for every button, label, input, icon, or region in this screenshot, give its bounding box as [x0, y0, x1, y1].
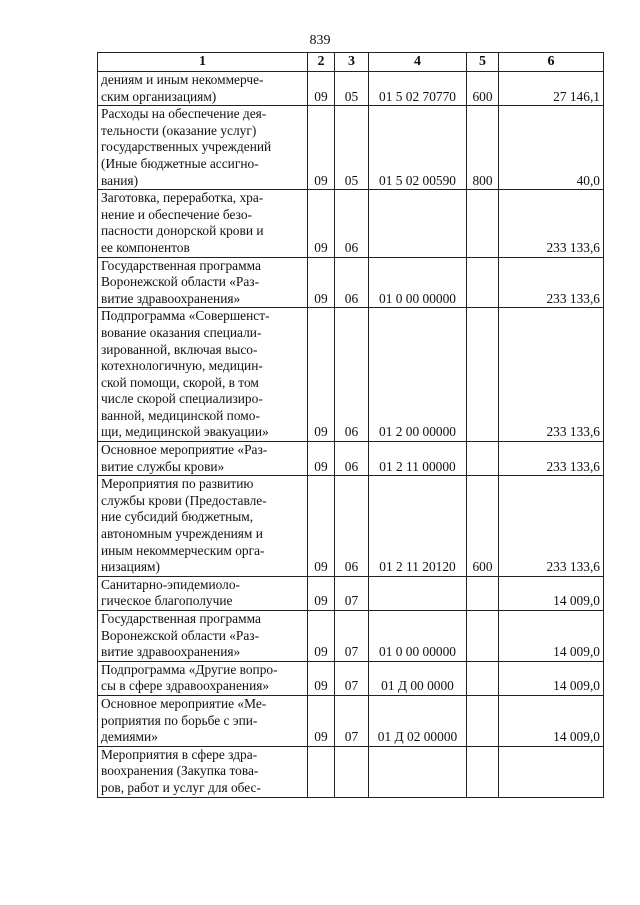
row-name-line: Заготовка, переработка, хра- — [101, 190, 264, 206]
table-row — [98, 257, 604, 308]
expense-type-code-cell: 600 — [467, 72, 499, 106]
section-code-cell — [308, 746, 335, 797]
section-code-cell: 09 — [308, 695, 335, 746]
row-name-line: пасности донорской крови и — [101, 223, 264, 239]
target-item-code-cell: 01 5 02 70770 — [369, 72, 467, 106]
header-col-4: 4 — [369, 53, 467, 72]
subsection-code-cell: 07 — [335, 695, 369, 746]
expense-type-code-cell — [467, 190, 499, 257]
expense-type-code-cell — [467, 661, 499, 695]
row-name-cell — [98, 576, 308, 610]
subsection-code-cell: 07 — [335, 661, 369, 695]
row-name-line: тельности (оказание услуг) — [101, 122, 257, 138]
table-row — [98, 308, 604, 442]
row-name-cell — [98, 190, 308, 257]
row-name-line: ние субсидий бюджетным, — [101, 509, 254, 525]
row-name-line: Воронежской области «Раз- — [101, 274, 260, 290]
expense-type-code-cell — [467, 576, 499, 610]
section-code-cell: 09 — [308, 308, 335, 442]
amount-cell: 233 133,6 — [499, 190, 604, 257]
row-name-line: нение и обеспечение безо- — [101, 206, 252, 222]
section-code-cell: 09 — [308, 106, 335, 190]
expense-type-code-cell: 600 — [467, 476, 499, 577]
row-name-line: зированной, включая высо- — [101, 341, 258, 357]
row-name-line: Основное мероприятие «Ме- — [101, 695, 267, 711]
header-col-6: 6 — [499, 53, 604, 72]
row-name-line: Воронежской области «Раз- — [101, 627, 260, 643]
amount-cell: 233 133,6 — [499, 257, 604, 308]
target-item-code-cell — [369, 746, 467, 797]
target-item-code-cell: 01 Д 00 0000 — [369, 661, 467, 695]
row-name-line: воохранения (Закупка това- — [101, 763, 259, 779]
row-name-line: роприятия по борьбе с эпи- — [101, 712, 258, 728]
subsection-code-cell — [335, 746, 369, 797]
amount-cell: 27 146,1 — [499, 72, 604, 106]
row-name-line: витие службы крови» — [101, 458, 225, 474]
header-col-2: 2 — [308, 53, 335, 72]
target-item-code-cell: 01 5 02 00590 — [369, 106, 467, 190]
expense-type-code-cell — [467, 257, 499, 308]
row-name-cell — [98, 746, 308, 797]
subsection-code-cell: 06 — [335, 308, 369, 442]
row-name-line: дениям и иным некоммерче- — [101, 72, 264, 87]
row-name-line: котехнологичную, медицин- — [101, 358, 263, 374]
row-name-line: вания) — [101, 172, 139, 188]
table-row — [98, 106, 604, 190]
section-code-cell: 09 — [308, 72, 335, 106]
row-name-line: Государственная программа — [101, 611, 261, 626]
row-name-line: (Иные бюджетные ассигно- — [101, 155, 259, 171]
row-name-cell — [98, 257, 308, 308]
section-code-cell: 09 — [308, 576, 335, 610]
section-code-cell: 09 — [308, 611, 335, 662]
header-col-5: 5 — [467, 53, 499, 72]
target-item-code-cell — [369, 576, 467, 610]
row-name-line: Подпрограмма «Совершенст- — [101, 308, 270, 324]
row-name-cell — [98, 695, 308, 746]
row-name-line: ским организациям) — [101, 88, 217, 104]
expense-type-code-cell — [467, 442, 499, 476]
table-row — [98, 72, 604, 106]
row-name-line: Государственная программа — [101, 257, 261, 273]
row-name-line: Расходы на обеспечение дея- — [101, 106, 267, 122]
row-name-cell — [98, 72, 308, 106]
row-name-line: автономным учреждениям и — [101, 526, 263, 542]
amount-cell: 14 009,0 — [499, 611, 604, 662]
page-number: 839 — [309, 33, 331, 48]
amount-cell — [499, 746, 604, 797]
table-row — [98, 746, 604, 797]
subsection-code-cell: 06 — [335, 257, 369, 308]
row-name-line: витие здравоохранения» — [101, 290, 241, 306]
table-row — [98, 442, 604, 476]
expense-type-code-cell — [467, 308, 499, 442]
table-header-row — [98, 53, 604, 72]
amount-cell: 14 009,0 — [499, 661, 604, 695]
table-row — [98, 476, 604, 577]
section-code-cell: 09 — [308, 661, 335, 695]
amount-cell: 233 133,6 — [499, 308, 604, 442]
target-item-code-cell: 01 2 11 00000 — [369, 442, 467, 476]
header-col-1: 1 — [98, 53, 308, 72]
amount-cell: 14 009,0 — [499, 695, 604, 746]
row-name-line: числе скорой специализиро- — [101, 391, 263, 407]
amount-cell: 233 133,6 — [499, 476, 604, 577]
row-name-line: службы крови (Предоставле- — [101, 492, 267, 508]
row-name-line: иным некоммерческим орга- — [101, 542, 265, 558]
row-name-line: щи, медицинской эвакуации» — [101, 424, 269, 440]
table-row — [98, 576, 604, 610]
row-name-line: ров, работ и услуг для обес- — [101, 779, 261, 795]
target-item-code-cell: 01 0 00 00000 — [369, 257, 467, 308]
row-name-line: Подпрограмма «Другие вопро- — [101, 661, 278, 677]
target-item-code-cell: 01 2 00 00000 — [369, 308, 467, 442]
amount-cell: 40,0 — [499, 106, 604, 190]
row-name-cell — [98, 611, 308, 662]
subsection-code-cell: 07 — [335, 576, 369, 610]
target-item-code-cell: 01 2 11 20120 — [369, 476, 467, 577]
row-name-cell — [98, 308, 308, 442]
row-name-line: Мероприятия в сфере здра- — [101, 746, 258, 762]
section-code-cell: 09 — [308, 257, 335, 308]
budget-table — [97, 52, 604, 798]
row-name-line: Мероприятия по развитию — [101, 476, 254, 492]
amount-cell: 233 133,6 — [499, 442, 604, 476]
expense-type-code-cell — [467, 695, 499, 746]
target-item-code-cell: 01 0 00 00000 — [369, 611, 467, 662]
expense-type-code-cell — [467, 746, 499, 797]
section-code-cell: 09 — [308, 442, 335, 476]
row-name-cell — [98, 442, 308, 476]
section-code-cell: 09 — [308, 476, 335, 577]
row-name-line: витие здравоохранения» — [101, 644, 241, 660]
row-name-line: демиями» — [101, 729, 158, 745]
row-name-cell — [98, 476, 308, 577]
table-row — [98, 661, 604, 695]
row-name-line: ской помощи, скорой, в том — [101, 374, 259, 390]
subsection-code-cell: 05 — [335, 72, 369, 106]
subsection-code-cell: 06 — [335, 476, 369, 577]
row-name-line: государственных учреждений — [101, 139, 272, 155]
row-name-line: низациям) — [101, 559, 160, 575]
row-name-line: ее компонентов — [101, 239, 190, 255]
section-code-cell: 09 — [308, 190, 335, 257]
subsection-code-cell: 07 — [335, 611, 369, 662]
subsection-code-cell: 05 — [335, 106, 369, 190]
expense-type-code-cell — [467, 611, 499, 662]
subsection-code-cell: 06 — [335, 190, 369, 257]
row-name-line: сы в сфере здравоохранения» — [101, 678, 270, 694]
target-item-code-cell — [369, 190, 467, 257]
row-name-cell — [98, 661, 308, 695]
row-name-line: гическое благополучие — [101, 593, 233, 609]
table-row — [98, 190, 604, 257]
header-col-3: 3 — [335, 53, 369, 72]
table-row — [98, 695, 604, 746]
row-name-line: вование оказания специали- — [101, 324, 262, 340]
row-name-line: Основное мероприятие «Раз- — [101, 442, 268, 458]
amount-cell: 14 009,0 — [499, 576, 604, 610]
expense-type-code-cell: 800 — [467, 106, 499, 190]
subsection-code-cell: 06 — [335, 442, 369, 476]
row-name-line: ванной, медицинской помо- — [101, 407, 260, 423]
row-name-cell — [98, 106, 308, 190]
target-item-code-cell: 01 Д 02 00000 — [369, 695, 467, 746]
table-row — [98, 611, 604, 662]
row-name-line: Санитарно-эпидемиоло- — [101, 576, 241, 592]
